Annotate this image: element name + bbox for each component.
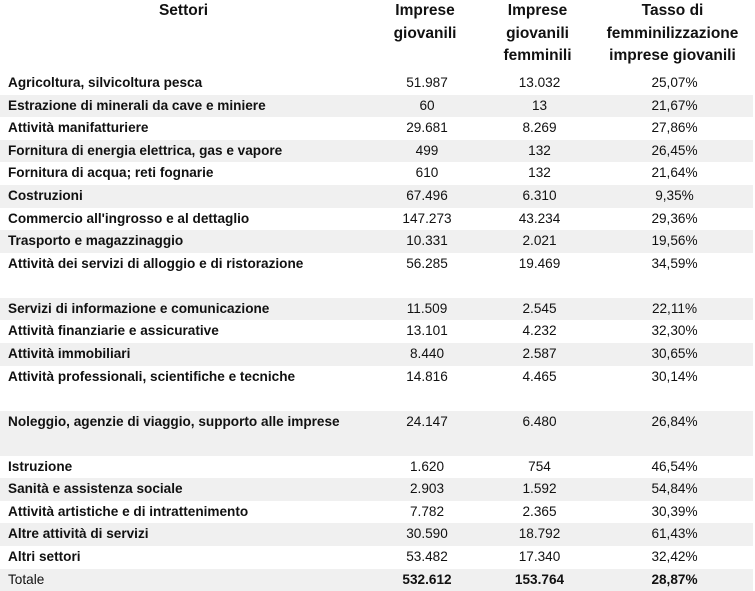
cell-settore: Estrazione di minerali da cave e miniere [0, 95, 367, 118]
cell-imprese-femminili: 132 [483, 140, 592, 163]
cell-tasso: 32,30% [592, 320, 753, 343]
header-tasso: Tasso di femminilizzazione imprese giovanili [592, 0, 753, 72]
cell-tasso: 34,59% [592, 253, 753, 298]
total-row [0, 569, 753, 591]
cell-imprese-femminili: 2.365 [483, 501, 592, 524]
cell-settore: Attività dei servizi di alloggio e di ristorazione [0, 253, 367, 298]
cell-settore: Trasporto e magazzinaggio [0, 230, 367, 253]
cell-tasso: 26,45% [592, 140, 753, 163]
cell-imprese-giovanili: 7.782 [367, 501, 483, 524]
table-row [0, 411, 753, 456]
cell-tasso: 9,35% [592, 185, 753, 208]
cell-settore: Attività professionali, scientifiche e tecniche [0, 366, 367, 411]
table-row [0, 230, 753, 253]
cell-imprese-femminili: 19.469 [483, 253, 592, 298]
cell-imprese-femminili: 2.587 [483, 343, 592, 366]
cell-tasso: 30,14% [592, 366, 753, 411]
table-row [0, 501, 753, 524]
cell-settore: Attività artistiche e di intrattenimento [0, 501, 367, 524]
cell-imprese-femminili: 2.021 [483, 230, 592, 253]
cell-imprese-femminili: 17.340 [483, 546, 592, 569]
cell-settore: Attività manifatturiere [0, 117, 367, 140]
cell-imprese-giovanili: 1.620 [367, 456, 483, 479]
cell-settore: Costruzioni [0, 185, 367, 208]
table-row [0, 95, 753, 118]
table-row [0, 253, 753, 298]
cell-settore: Fornitura di acqua; reti fognarie [0, 162, 367, 185]
cell-imprese-giovanili: 60 [367, 95, 483, 118]
cell-tasso: 29,36% [592, 208, 753, 231]
cell-settore: Istruzione [0, 456, 367, 479]
cell-settore: Noleggio, agenzie di viaggio, supporto alle imprese [0, 411, 367, 456]
cell-tasso: 26,84% [592, 411, 753, 456]
cell-settore: Totale [0, 569, 367, 591]
cell-imprese-femminili: 43.234 [483, 208, 592, 231]
table-row [0, 72, 753, 95]
cell-tasso: 30,39% [592, 501, 753, 524]
cell-settore: Agricoltura, silvicoltura pesca [0, 72, 367, 95]
cell-imprese-femminili: 4.232 [483, 320, 592, 343]
cell-imprese-femminili: 132 [483, 162, 592, 185]
cell-imprese-giovanili: 2.903 [367, 478, 483, 501]
cell-imprese-giovanili: 29.681 [367, 117, 483, 140]
cell-settore: Altre attività di servizi [0, 523, 367, 546]
table-row [0, 208, 753, 231]
header-row [0, 0, 753, 72]
cell-tasso: 46,54% [592, 456, 753, 479]
cell-imprese-giovanili: 24.147 [367, 411, 483, 456]
header-imprese-giovanili: Imprese giovanili [367, 0, 483, 72]
cell-imprese-femminili: 6.480 [483, 411, 592, 456]
table-row [0, 298, 753, 321]
cell-imprese-femminili: 754 [483, 456, 592, 479]
cell-imprese-femminili: 6.310 [483, 185, 592, 208]
cell-imprese-giovanili: 56.285 [367, 253, 483, 298]
cell-tasso: 28,87% [592, 569, 753, 591]
table-row [0, 117, 753, 140]
cell-imprese-femminili: 1.592 [483, 478, 592, 501]
cell-imprese-giovanili: 10.331 [367, 230, 483, 253]
table-row [0, 162, 753, 185]
cell-settore: Servizi di informazione e comunicazione [0, 298, 367, 321]
cell-imprese-giovanili: 67.496 [367, 185, 483, 208]
header-imprese-femminili: Imprese giovanili femminili [483, 0, 592, 72]
cell-imprese-femminili: 13.032 [483, 72, 592, 95]
cell-tasso: 21,67% [592, 95, 753, 118]
cell-tasso: 25,07% [592, 72, 753, 95]
cell-imprese-femminili: 4.465 [483, 366, 592, 411]
table-row [0, 523, 753, 546]
cell-imprese-femminili: 13 [483, 95, 592, 118]
cell-settore: Commercio all'ingrosso e al dettaglio [0, 208, 367, 231]
cell-imprese-giovanili: 51.987 [367, 72, 483, 95]
cell-tasso: 19,56% [592, 230, 753, 253]
cell-imprese-giovanili: 610 [367, 162, 483, 185]
table-row [0, 140, 753, 163]
cell-settore: Attività finanziarie e assicurative [0, 320, 367, 343]
cell-tasso: 27,86% [592, 117, 753, 140]
cell-imprese-femminili: 153.764 [483, 569, 592, 591]
table-row [0, 456, 753, 479]
cell-tasso: 32,42% [592, 546, 753, 569]
cell-tasso: 54,84% [592, 478, 753, 501]
cell-settore: Sanità e assistenza sociale [0, 478, 367, 501]
cell-imprese-giovanili: 13.101 [367, 320, 483, 343]
table-row [0, 366, 753, 411]
cell-imprese-giovanili: 532.612 [367, 569, 483, 591]
table-row [0, 343, 753, 366]
header-settori: Settori [0, 0, 367, 72]
table-body [0, 72, 753, 591]
table-row [0, 546, 753, 569]
cell-imprese-femminili: 18.792 [483, 523, 592, 546]
cell-imprese-giovanili: 499 [367, 140, 483, 163]
table-row [0, 320, 753, 343]
cell-imprese-giovanili: 8.440 [367, 343, 483, 366]
table-row [0, 185, 753, 208]
cell-imprese-giovanili: 30.590 [367, 523, 483, 546]
cell-imprese-giovanili: 14.816 [367, 366, 483, 411]
cell-imprese-giovanili: 147.273 [367, 208, 483, 231]
cell-settore: Attività immobiliari [0, 343, 367, 366]
cell-tasso: 61,43% [592, 523, 753, 546]
cell-imprese-femminili: 2.545 [483, 298, 592, 321]
cell-imprese-giovanili: 11.509 [367, 298, 483, 321]
cell-imprese-femminili: 8.269 [483, 117, 592, 140]
cell-tasso: 22,11% [592, 298, 753, 321]
cell-tasso: 30,65% [592, 343, 753, 366]
cell-settore: Fornitura di energia elettrica, gas e vapore [0, 140, 367, 163]
cell-settore: Altri settori [0, 546, 367, 569]
cell-imprese-giovanili: 53.482 [367, 546, 483, 569]
table-row [0, 478, 753, 501]
table-header [0, 0, 753, 72]
cell-tasso: 21,64% [592, 162, 753, 185]
